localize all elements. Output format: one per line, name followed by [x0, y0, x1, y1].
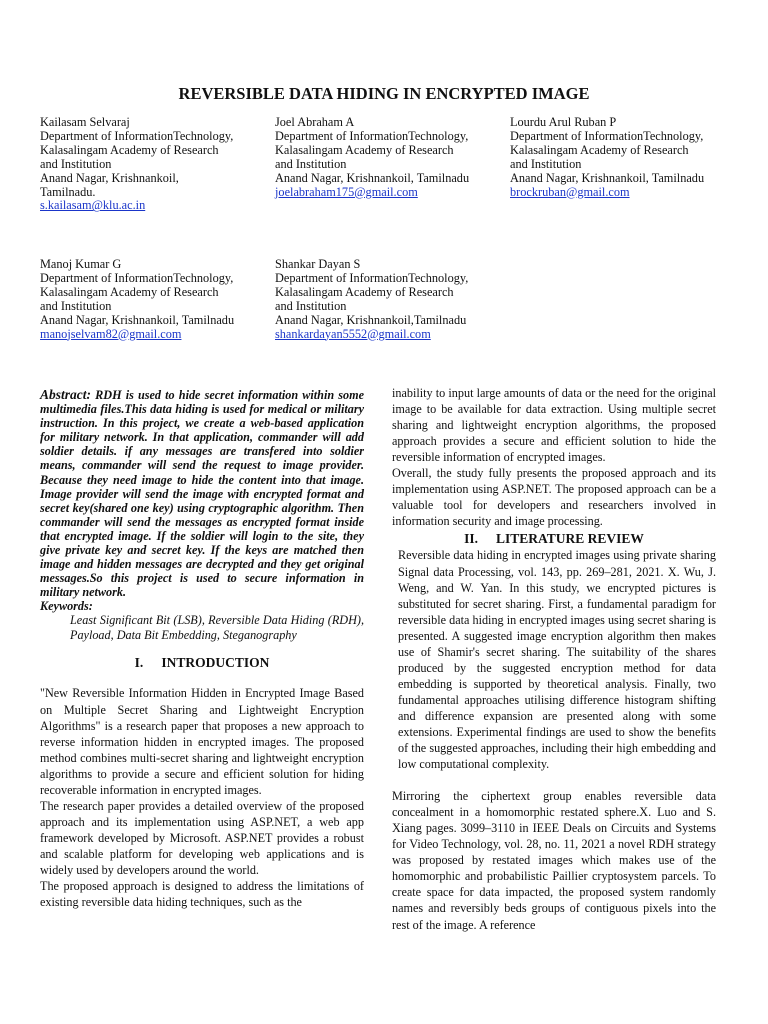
author-affiliation-line: Anand Nagar, Krishnankoil,: [40, 170, 179, 185]
author-name: Joel Abraham A: [275, 115, 355, 129]
paragraph: Reversible data hiding in encrypted images using private sharing Signal data Processing, vol. 143, pp. 269–281, 2021. X. Wu, J. Weng, and W. Yan. In this study, we encrypted pictures is substituted for secret sharing. First, a fundamental paradigm for reversible data hiding in encrypted images using secret sharing is presented. A suggested image encryption algorithm then makes use of Shamir's secret sharing. The suitability of the shares produced by the suggested encryption method for data embedding is supported by theoretical analysis. Finally, two fundamental approaches utilising difference histogram shifting and difference expansion are presented along with some extensions. Experimental findings are used to show the benefits of the suggested approaches, including their high embedding and low computational complexity.: [398, 548, 716, 772]
author-affiliation-line: Kalasalingam Academy of Research: [510, 142, 689, 157]
left-column: [40, 388, 364, 910]
author-affiliation-line: and Institution: [40, 298, 112, 313]
author-affiliation-line: Department of InformationTechnology,: [275, 270, 469, 285]
author-affiliation-line: Department of InformationTechnology,: [40, 270, 234, 285]
paragraph: Overall, the study fully presents the proposed approach and its implementation using ASP.NET. The proposed approach can be a valuable tool for developers and researchers involved in information security and image processing.: [392, 466, 716, 529]
author-affiliation-line: Tamilnadu.: [40, 184, 96, 199]
section-title: INTRODUCTION: [161, 655, 270, 671]
section-heading-literature-review: [392, 531, 716, 547]
author-affiliation-line: and Institution: [510, 156, 582, 171]
author-affiliation-line: Kalasalingam Academy of Research: [40, 284, 219, 299]
paragraph: inability to input large amounts of data or the need for the original image to be available for data extraction. Using multiple secret sharing and lightweight encryption algorithms, the proposed approach provides a secure and efficient solution to hide the reversible information of encrypted images.: [392, 386, 716, 465]
author-email-link[interactable]: manojselvam82@gmail.com: [40, 326, 182, 341]
author-name: Lourdu Arul Ruban P: [510, 115, 617, 129]
author-email-link[interactable]: shankardayan5552@gmail.com: [275, 326, 431, 341]
abstract-text: RDH is used to hide secret information within some multimedia files.This data hiding is used for medical or military instruction. In this project, we create a web-based application for military network. In that application, commander will add soldier details. if any messages are transfered into soldier means, commander will send the request to image provider. Because they need image to hide the content into that image. Image provider will send the image with encrypted format and secret key(shared one key) using cryptographic algorithm. Then commander will send the messages as encrypted format inside that encrypted image. If the soldier will login to the site, they give private key and secret key. If the keys are matched then image and hidden messages are decrypted and they get original messages.So this project is used to secure information in military network.: [40, 388, 364, 600]
author-email-link[interactable]: brockruban@gmail.com: [510, 184, 630, 199]
author-affiliation-line: and Institution: [40, 156, 112, 171]
author-affiliation-line: and Institution: [275, 298, 347, 313]
author-affiliation-line: and Institution: [275, 156, 347, 171]
author-name: Kailasam Selvaraj: [40, 115, 130, 129]
author-card: [40, 116, 270, 213]
paragraph: The proposed approach is designed to address the limitations of existing reversible data hiding techniques, such as the: [40, 879, 364, 910]
keywords-text: Least Significant Bit (LSB), Reversible Data Hiding (RDH), Payload, Data Bit Embedding, Steganography: [70, 613, 364, 643]
author-email-link[interactable]: joelabraham175@gmail.com: [275, 184, 418, 199]
paragraph: "New Reversible Information Hidden in Encrypted Image Based on Multiple Secret Sharing and Lightweight Encryption Algorithms" is a research paper that proposes a new approach to reverse information hidden in encrypted images. The proposed method combines multi-secret sharing and lightweight encryption algorithms to provide a secure and efficient solution for hiding recoverable information in encrypted images.: [40, 686, 364, 797]
author-card: [40, 258, 270, 341]
author-name: Manoj Kumar G: [40, 257, 122, 271]
paragraph: Mirroring the ciphertext group enables reversible data concealment in a homomorphic restated sphere.X. Luo and S. Xiang pages. 3099–3110 in IEEE Deals on Circuits and Systems for Video Technology, vol. 28, no. 11, 2021 a novel RDH strategy was proposed by restated images which makes use of the homomorphic and probabilistic Paillier cryptosystem parcels. To create space for data impacted, the proposed system randomly names and reversibly beds groups of contiguous pixels into the rest of the image. A reference: [392, 789, 716, 932]
author-affiliation-line: Department of InformationTechnology,: [275, 128, 469, 143]
abstract: [40, 388, 364, 599]
author-affiliation-line: Anand Nagar, Krishnankoil, Tamilnadu: [275, 170, 470, 185]
keywords-label: Keywords:: [40, 599, 93, 614]
author-card: [510, 116, 740, 199]
author-affiliation-line: Anand Nagar, Krishnankoil,Tamilnadu: [275, 312, 467, 327]
author-email-link[interactable]: s.kailasam@klu.ac.in: [40, 198, 146, 213]
paragraph: The research paper provides a detailed overview of the proposed approach and its implementation using ASP.NET, a web app framework developed by Microsoft. ASP.NET provides a robust and scalable platform for developing web applications and is widely used by developers around the world.: [40, 798, 364, 877]
author-affiliation-line: Department of InformationTechnology,: [40, 128, 234, 143]
author-affiliation-line: Department of InformationTechnology,: [510, 128, 704, 143]
author-name: Shankar Dayan S: [275, 257, 361, 271]
author-card: [275, 116, 505, 199]
section-title: LITERATURE REVIEW: [495, 531, 644, 547]
abstract-label: Abstract:: [40, 387, 92, 402]
author-affiliation-line: Anand Nagar, Krishnankoil, Tamilnadu: [40, 312, 235, 327]
paper-title: REVERSIBLE DATA HIDING IN ENCRYPTED IMAGE: [178, 84, 590, 103]
author-affiliation-line: Kalasalingam Academy of Research: [40, 142, 219, 157]
right-column: [392, 385, 716, 933]
section-number: I.: [134, 655, 144, 671]
author-affiliation-line: Kalasalingam Academy of Research: [275, 284, 454, 299]
section-heading-introduction: [40, 655, 364, 671]
author-affiliation-line: Kalasalingam Academy of Research: [275, 142, 454, 157]
author-affiliation-line: Anand Nagar, Krishnankoil, Tamilnadu: [510, 170, 705, 185]
section-number: II.: [464, 531, 478, 547]
author-card: [275, 258, 505, 341]
